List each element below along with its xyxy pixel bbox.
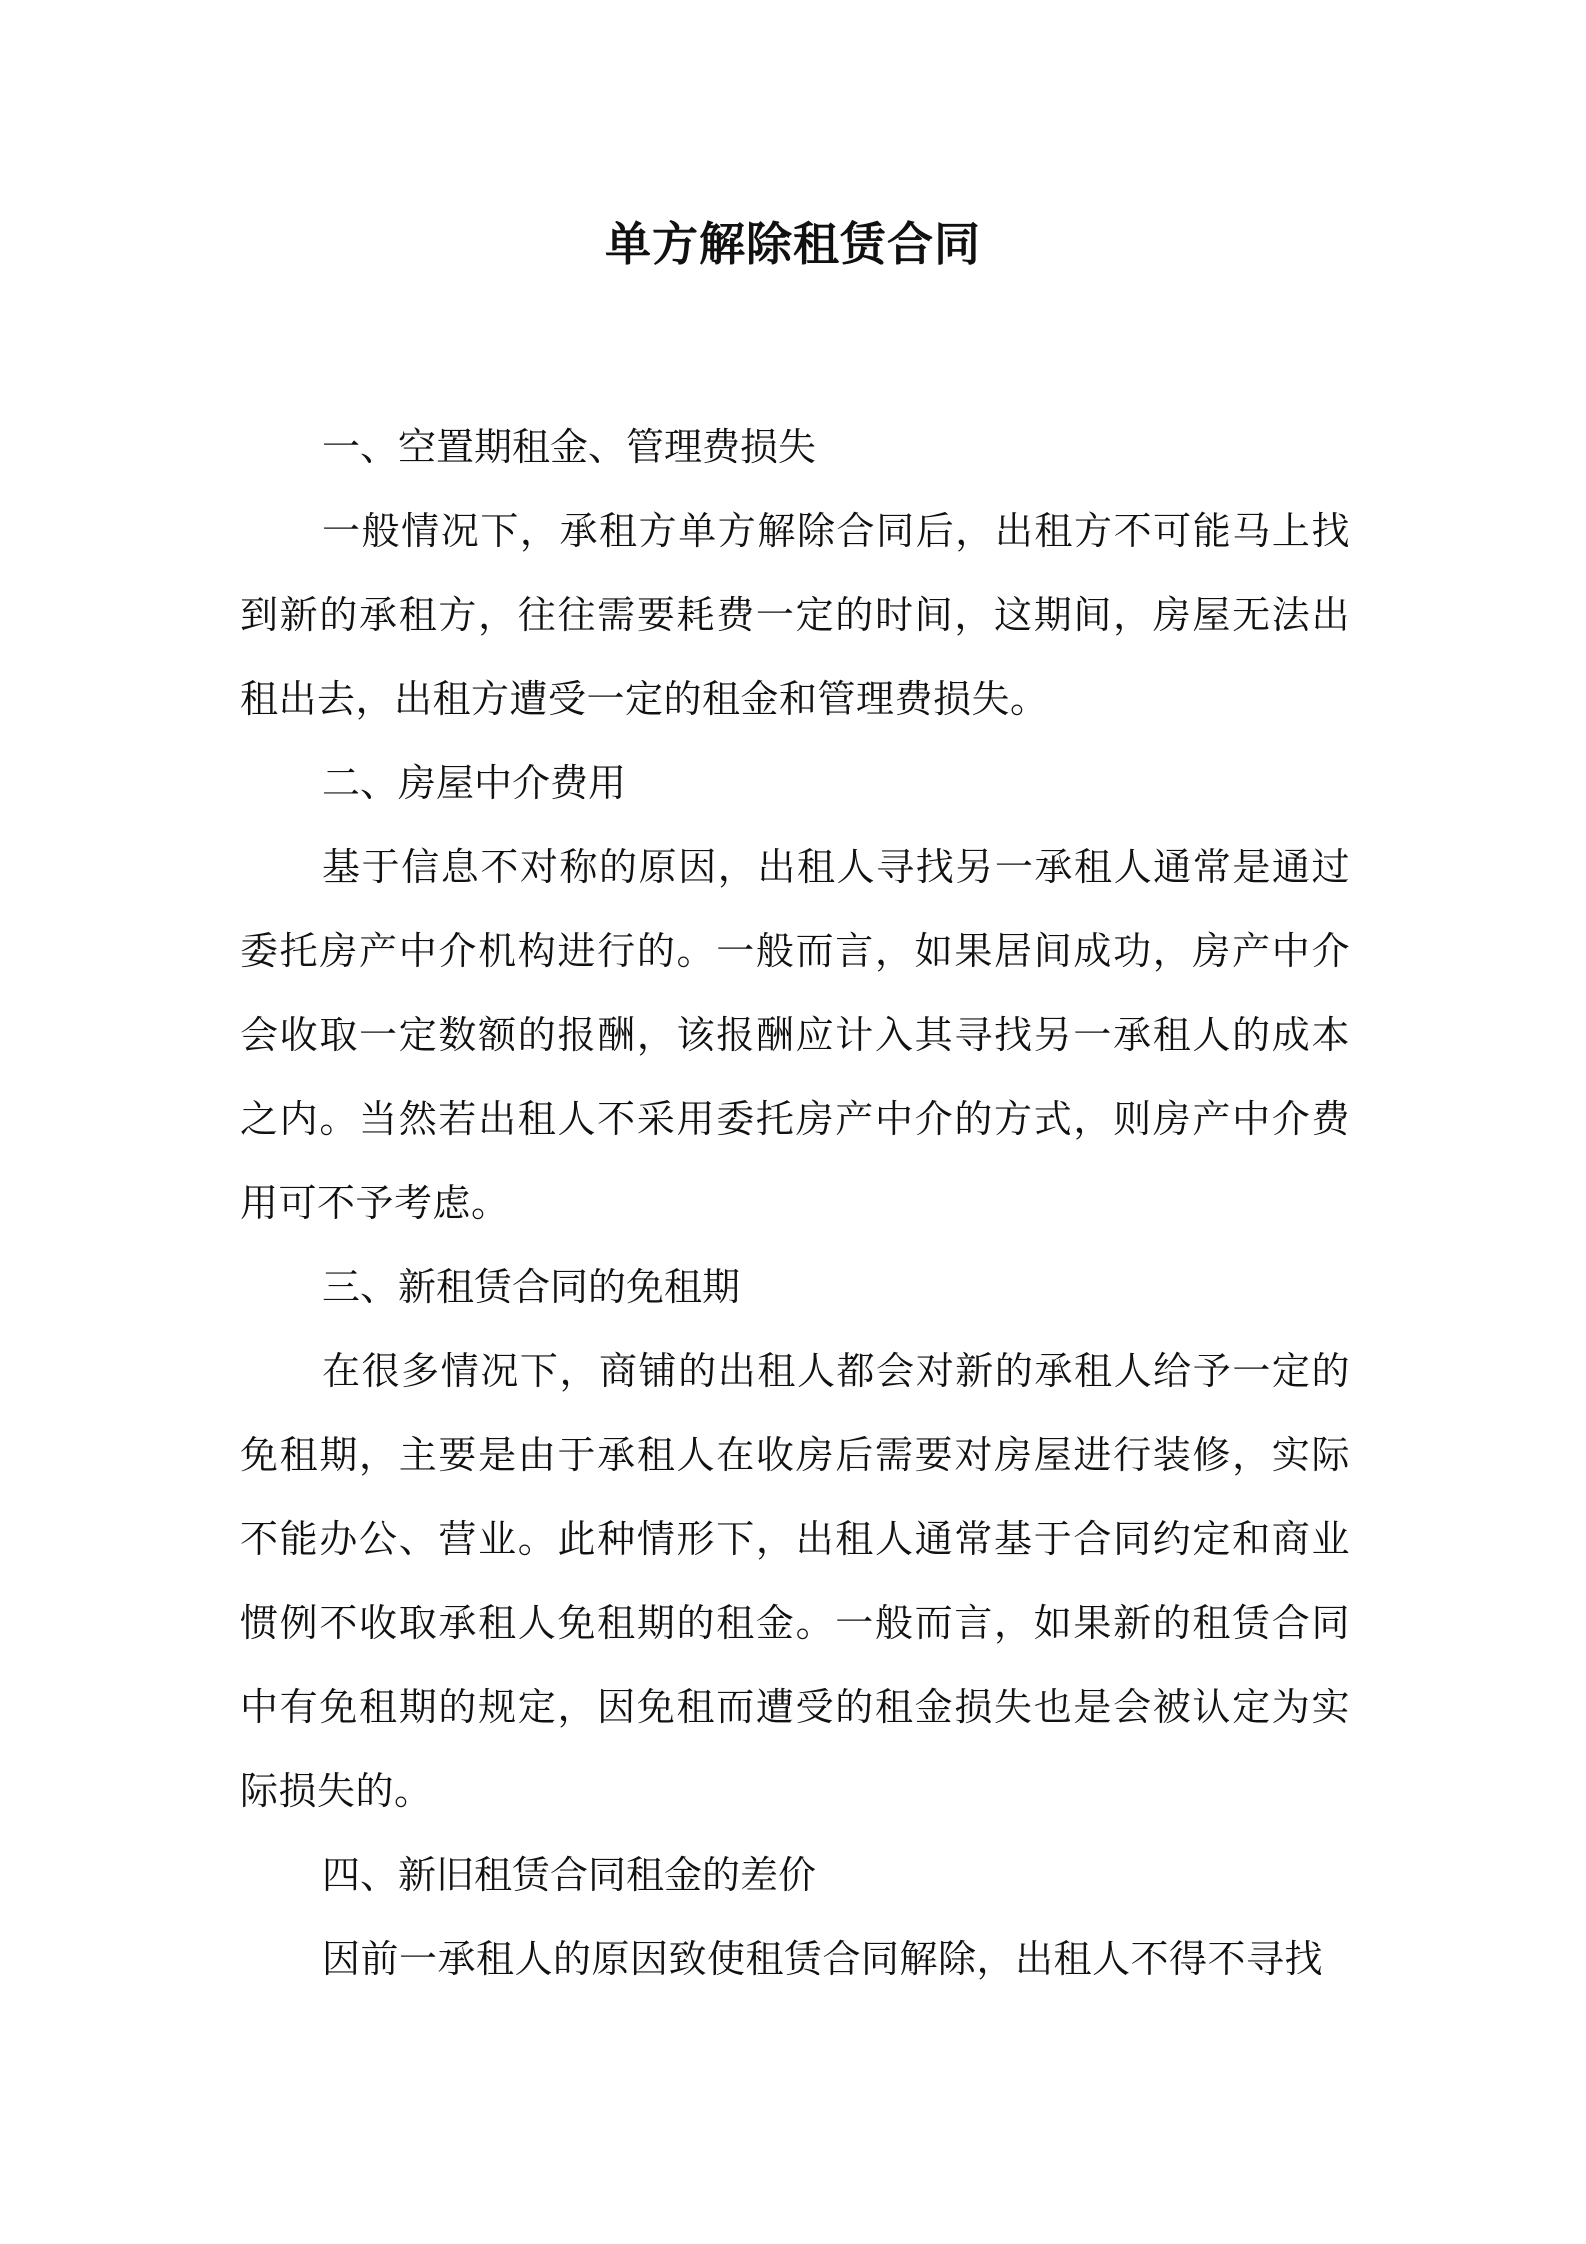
section-heading: 三、新租赁合同的免租期 bbox=[322, 1265, 741, 1309]
section-heading: 四、新旧租赁合同租金的差价 bbox=[322, 1853, 817, 1897]
section-heading: 二、房屋中介费用 bbox=[322, 761, 627, 805]
section-heading: 一、空置期租金、管理费损失 bbox=[322, 425, 817, 469]
document-title: 单方解除租赁合同 bbox=[605, 217, 981, 271]
section-3 bbox=[240, 1245, 1350, 1833]
document-body bbox=[240, 405, 1350, 2001]
section-2 bbox=[240, 741, 1350, 1245]
section-1 bbox=[240, 405, 1350, 741]
section-paragraph: 基于信息不对称的原因，出租人寻找另一承租人通常是通过委托房产中介机构进行的。一般而言，如果居间成功，房产中介会收取一定数额的报酬，该报酬应计入其寻找另一承租人的成本之内。当然若出租人不采用委托房产中介的方式，则房产中介费用可不予考虑。 bbox=[240, 845, 1350, 1225]
section-4 bbox=[240, 1833, 1350, 2001]
section-paragraph: 一般情况下，承租方单方解除合同后，出租方不可能马上找到新的承租方，往往需要耗费一定的时间，这期间，房屋无法出租出去，出租方遭受一定的租金和管理费损失。 bbox=[240, 509, 1350, 721]
section-paragraph: 因前一承租人的原因致使租赁合同解除，出租人不得不寻找 bbox=[322, 1937, 1324, 1981]
section-paragraph: 在很多情况下，商铺的出租人都会对新的承租人给予一定的免租期，主要是由于承租人在收房后需要对房屋进行装修，实际不能办公、营业。此种情形下，出租人通常基于合同约定和商业惯例不收取承租人免租期的租金。一般而言，如果新的租赁合同中有免租期的规定，因免租而遭受的租金损失也是会被认定为实际损失的。 bbox=[240, 1349, 1350, 1813]
